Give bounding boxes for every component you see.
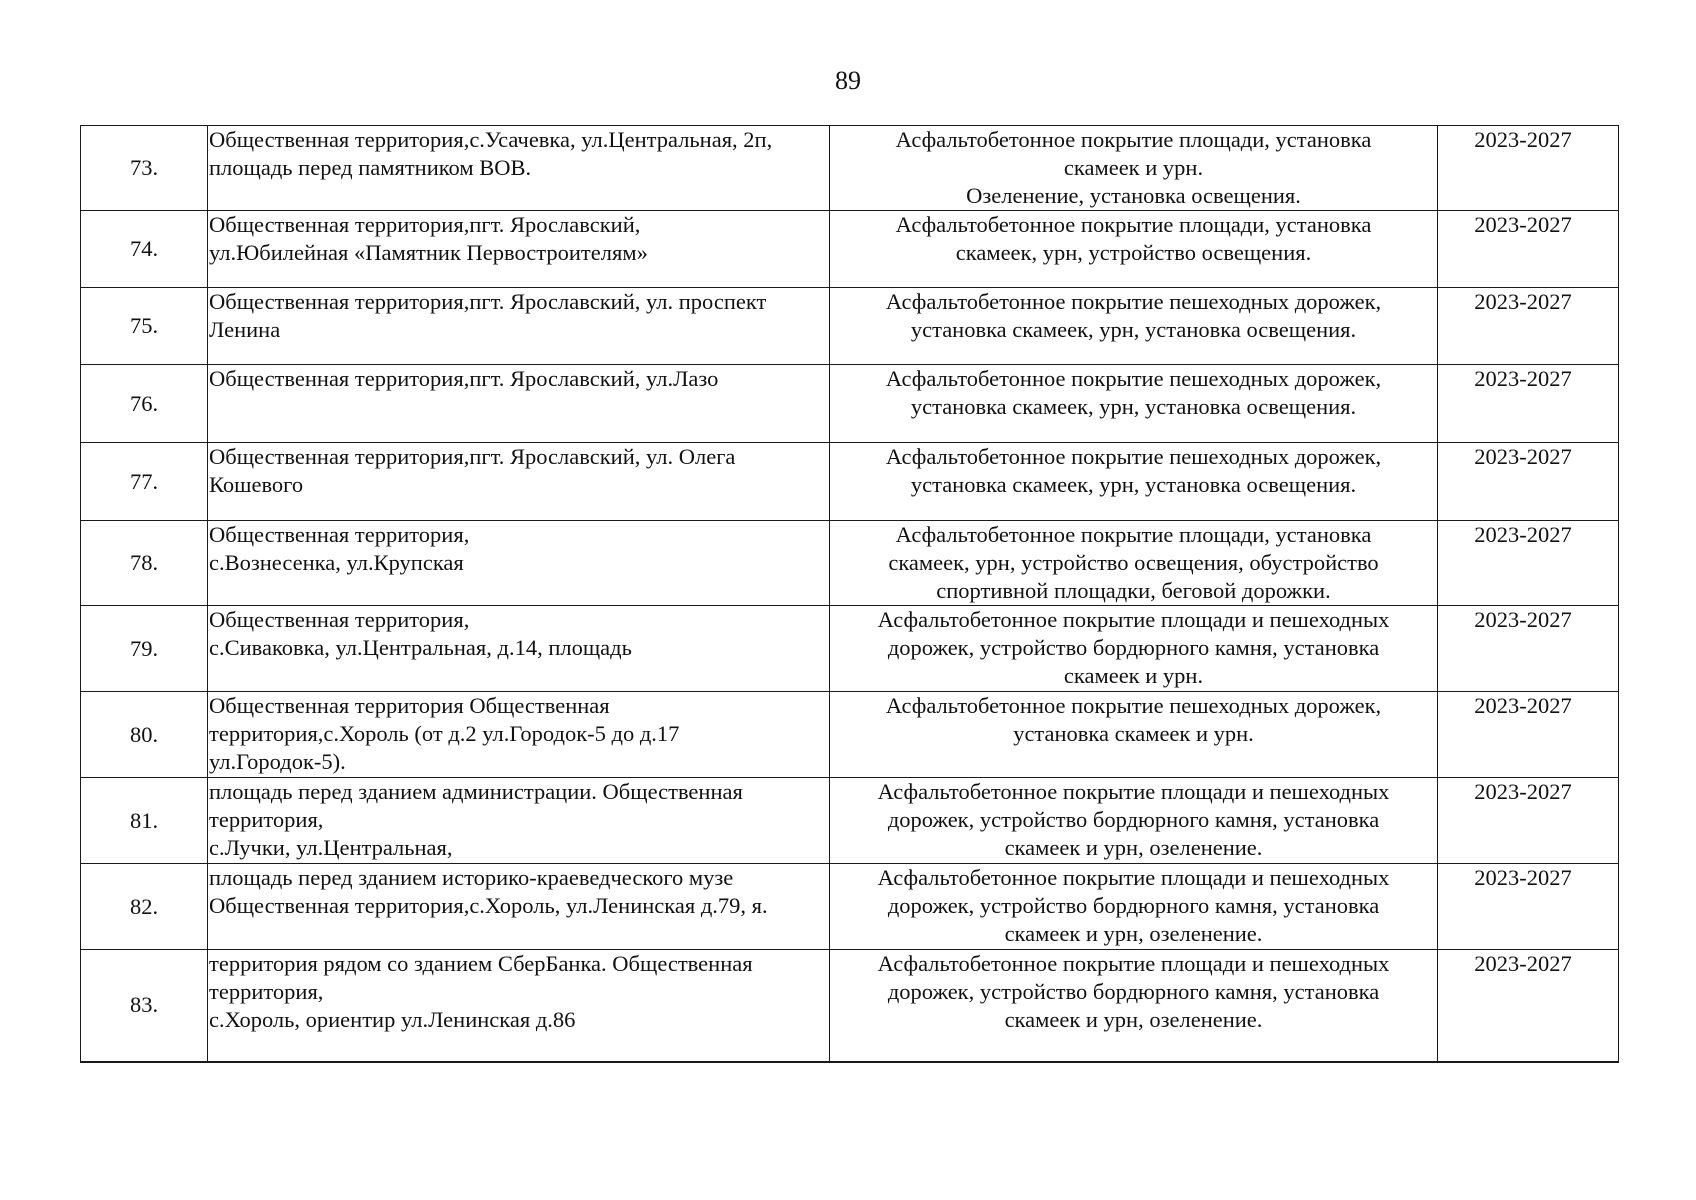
territory-location: Общественная территория,пгт. Ярославский, ул.Лазо <box>208 365 830 443</box>
implementation-period: 2023-2027 <box>1438 778 1619 864</box>
planned-works: Асфальтобетонное покрытие площади и пешеходных дорожек, устройство бордюрного камня, установка скамеек и урн, озеленение. <box>830 778 1438 864</box>
row-number: 73. <box>81 126 208 211</box>
table-row <box>81 864 1619 950</box>
planned-works: Асфальтобетонное покрытие площади и пешеходных дорожек, устройство бордюрного камня, установка скамеек и урн, озеленение. <box>830 864 1438 950</box>
row-number: 81. <box>81 778 208 864</box>
implementation-period: 2023-2027 <box>1438 606 1619 692</box>
table-row <box>81 443 1619 521</box>
row-number: 80. <box>81 692 208 778</box>
implementation-period: 2023-2027 <box>1438 521 1619 606</box>
row-number: 78. <box>81 521 208 606</box>
table-row <box>81 365 1619 443</box>
planned-works: Асфальтобетонное покрытие площади, установка скамеек, урн, устройство освещения. <box>830 211 1438 288</box>
territory-location: Общественная территория,пгт. Ярославский, ул. проспект Ленина <box>208 288 830 365</box>
territory-location: Общественная территория, с.Вознесенка, ул.Крупская <box>208 521 830 606</box>
territory-location: Общественная территория Общественная территория,с.Хороль (от д.2 ул.Городок-5 до д.17 ул.Городок-5). <box>208 692 830 778</box>
row-number: 82. <box>81 864 208 950</box>
planned-works: Асфальтобетонное покрытие пешеходных дорожек, установка скамеек и урн. <box>830 692 1438 778</box>
planned-works: Асфальтобетонное покрытие пешеходных дорожек, установка скамеек, урн, установка освещения. <box>830 365 1438 443</box>
implementation-period: 2023-2027 <box>1438 365 1619 443</box>
territory-location: Общественная территория,пгт. Ярославский, ул. Олега Кошевого <box>208 443 830 521</box>
row-number: 83. <box>81 950 208 1062</box>
row-number: 79. <box>81 606 208 692</box>
implementation-period: 2023-2027 <box>1438 211 1619 288</box>
territory-location: Общественная территория, с.Сиваковка, ул.Центральная, д.14, площадь <box>208 606 830 692</box>
planned-works: Асфальтобетонное покрытие пешеходных дорожек, установка скамеек, урн, установка освещения. <box>830 288 1438 365</box>
planned-works: Асфальтобетонное покрытие площади, установка скамеек, урн, устройство освещения, обустройство спортивной площадки, беговой дорожки. <box>830 521 1438 606</box>
planned-works: Асфальтобетонное покрытие площади и пешеходных дорожек, устройство бордюрного камня, установка скамеек и урн, озеленение. <box>830 950 1438 1062</box>
implementation-period: 2023-2027 <box>1438 443 1619 521</box>
planned-works: Асфальтобетонное покрытие площади и пешеходных дорожек, устройство бордюрного камня, установка скамеек и урн. <box>830 606 1438 692</box>
table-row <box>81 288 1619 365</box>
implementation-period: 2023-2027 <box>1438 126 1619 211</box>
territory-location: площадь перед зданием историко-краеведческого музе Общественная территория,с.Хороль, ул.Ленинская д.79, я. <box>208 864 830 950</box>
table-row <box>81 211 1619 288</box>
implementation-period: 2023-2027 <box>1438 864 1619 950</box>
territory-location: площадь перед зданием администрации. Общественная территория, с.Лучки, ул.Центральная, <box>208 778 830 864</box>
table-row <box>81 521 1619 606</box>
implementation-period: 2023-2027 <box>1438 950 1619 1062</box>
territory-location: Общественная территория,пгт. Ярославский, ул.Юбилейная «Памятник Первостроителям» <box>208 211 830 288</box>
territory-location: территория рядом со зданием СберБанка. Общественная территория, с.Хороль, ориентир ул.Ленинская д.86 <box>208 950 830 1062</box>
implementation-period: 2023-2027 <box>1438 288 1619 365</box>
row-number: 75. <box>81 288 208 365</box>
planned-works: Асфальтобетонное покрытие пешеходных дорожек, установка скамеек, урн, установка освещения. <box>830 443 1438 521</box>
row-number: 76. <box>81 365 208 443</box>
territory-table <box>80 125 1619 1063</box>
implementation-period: 2023-2027 <box>1438 692 1619 778</box>
table-row <box>81 126 1619 211</box>
table-row <box>81 778 1619 864</box>
table-row <box>81 606 1619 692</box>
table-row <box>81 950 1619 1062</box>
row-number: 74. <box>81 211 208 288</box>
page-number: 89 <box>835 66 861 95</box>
territory-location: Общественная территория,с.Усачевка, ул.Центральная, 2п, площадь перед памятником ВОВ. <box>208 126 830 211</box>
planned-works: Асфальтобетонное покрытие площади, установка скамеек и урн. Озеленение, установка освещения. <box>830 126 1438 211</box>
row-number: 77. <box>81 443 208 521</box>
table-row <box>81 692 1619 778</box>
